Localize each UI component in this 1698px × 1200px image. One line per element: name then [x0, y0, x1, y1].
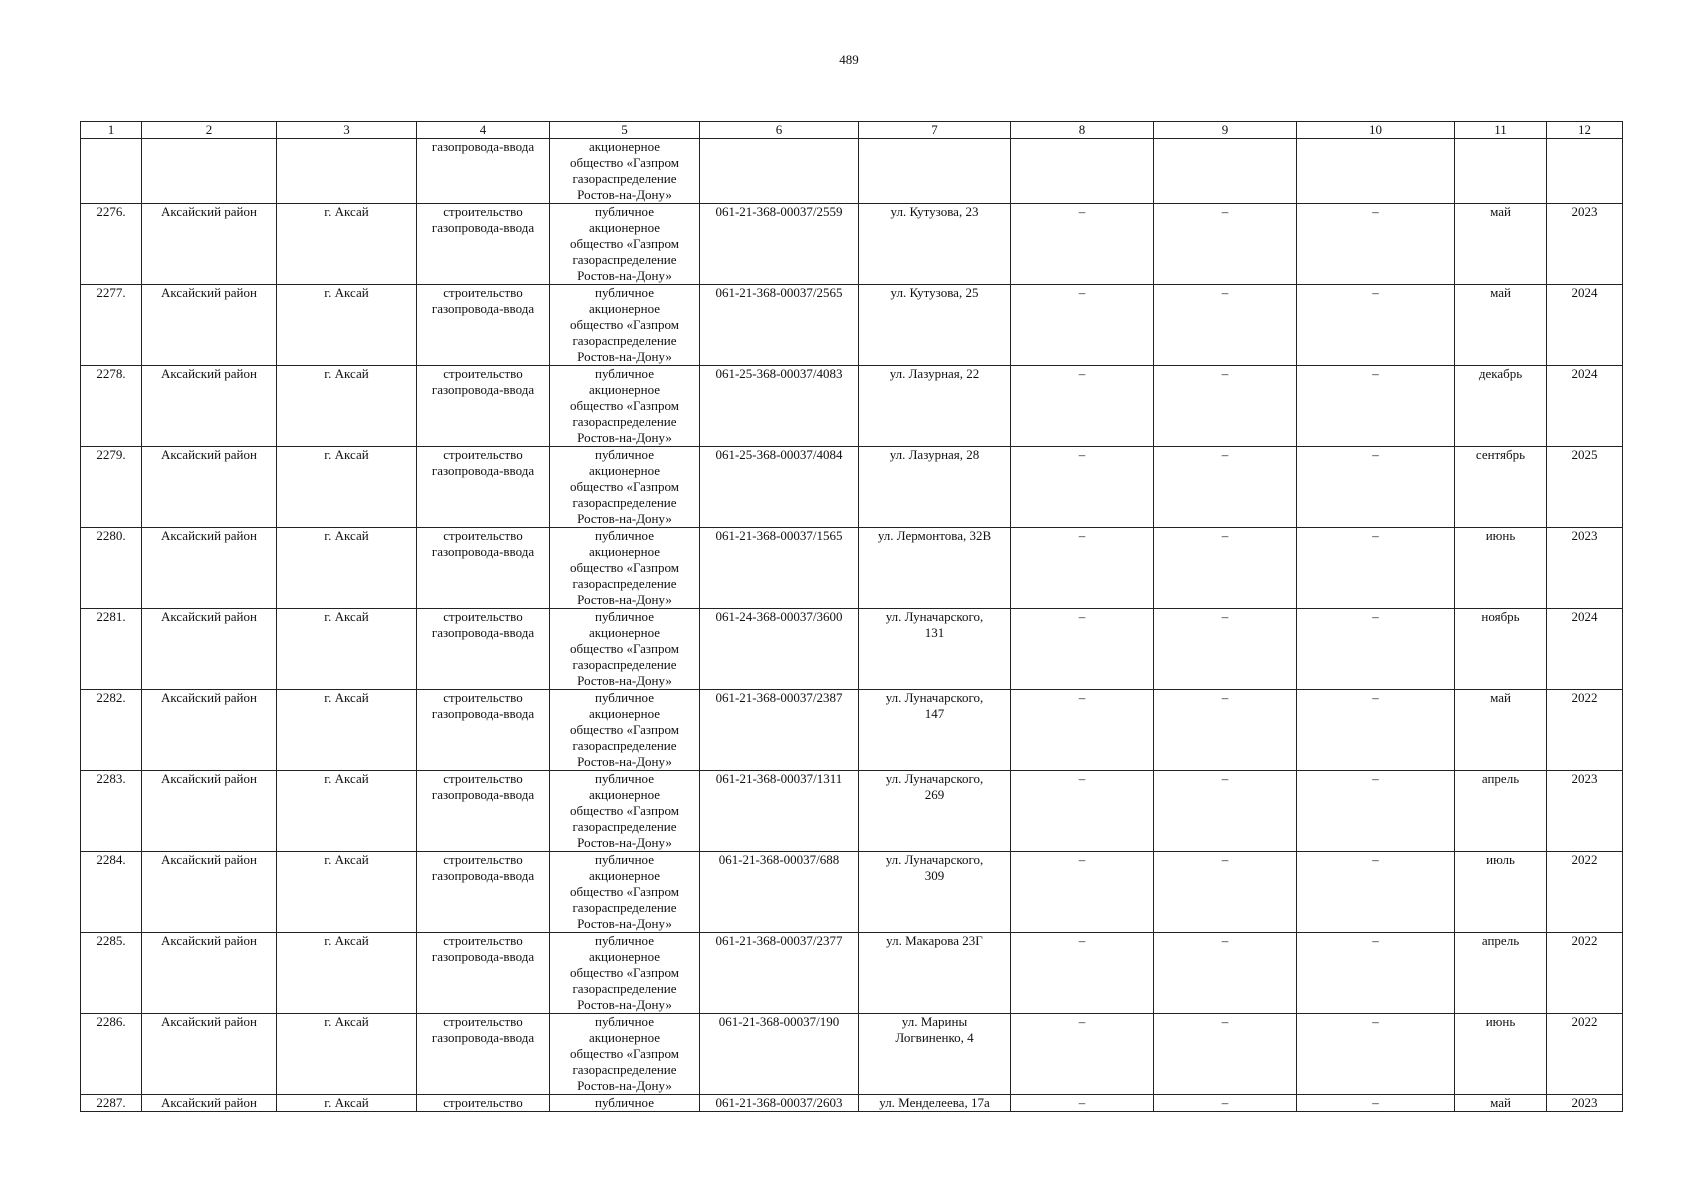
column-10-cell: –	[1297, 366, 1455, 447]
address-cell	[859, 139, 1011, 204]
district-cell: Аксайский район	[142, 447, 277, 528]
table-row	[81, 1014, 1623, 1095]
registry-code-cell: 061-21-368-00037/1565	[700, 528, 859, 609]
column-10-cell: –	[1297, 204, 1455, 285]
column-10-cell: –	[1297, 447, 1455, 528]
row-number-cell: 2280.	[81, 528, 142, 609]
district-cell: Аксайский район	[142, 609, 277, 690]
column-9-cell: –	[1154, 285, 1297, 366]
district-cell: Аксайский район	[142, 528, 277, 609]
district-cell: Аксайский район	[142, 933, 277, 1014]
column-9-cell: –	[1154, 690, 1297, 771]
column-header: 9	[1154, 122, 1297, 139]
district-cell: Аксайский район	[142, 204, 277, 285]
column-9-cell: –	[1154, 609, 1297, 690]
column-8-cell: –	[1011, 366, 1154, 447]
address-cell: ул. Луначарского, 131	[859, 609, 1011, 690]
city-cell: г. Аксай	[277, 852, 417, 933]
organization-cell: акционерное общество «Газпром газораспределение Ростов-на-Дону»	[550, 139, 700, 204]
district-cell	[142, 139, 277, 204]
city-cell: г. Аксай	[277, 204, 417, 285]
row-number-cell: 2286.	[81, 1014, 142, 1095]
table-row	[81, 447, 1623, 528]
registry-code-cell: 061-25-368-00037/4084	[700, 447, 859, 528]
year-cell: 2023	[1547, 204, 1623, 285]
table-row	[81, 609, 1623, 690]
organization-cell: публичное	[550, 1095, 700, 1112]
month-cell: апрель	[1455, 771, 1547, 852]
column-8-cell: –	[1011, 771, 1154, 852]
column-header: 6	[700, 122, 859, 139]
column-9-cell: –	[1154, 447, 1297, 528]
year-cell: 2024	[1547, 609, 1623, 690]
district-cell: Аксайский район	[142, 1014, 277, 1095]
column-header: 8	[1011, 122, 1154, 139]
work-type-cell: строительство газопровода-ввода	[417, 285, 550, 366]
column-header: 12	[1547, 122, 1623, 139]
register-table	[80, 121, 1623, 1112]
year-cell: 2024	[1547, 285, 1623, 366]
city-cell: г. Аксай	[277, 933, 417, 1014]
address-cell: ул. Луначарского, 269	[859, 771, 1011, 852]
column-8-cell	[1011, 139, 1154, 204]
row-number-cell	[81, 139, 142, 204]
column-10-cell: –	[1297, 690, 1455, 771]
year-cell: 2022	[1547, 1014, 1623, 1095]
column-9-cell	[1154, 139, 1297, 204]
month-cell: май	[1455, 204, 1547, 285]
column-header: 4	[417, 122, 550, 139]
row-number-cell: 2279.	[81, 447, 142, 528]
address-cell: ул. Менделеева, 17а	[859, 1095, 1011, 1112]
registry-code-cell: 061-21-368-00037/2565	[700, 285, 859, 366]
month-cell: сентябрь	[1455, 447, 1547, 528]
work-type-cell: строительство	[417, 1095, 550, 1112]
table-row	[81, 139, 1623, 204]
month-cell: май	[1455, 690, 1547, 771]
column-header: 1	[81, 122, 142, 139]
registry-code-cell: 061-21-368-00037/2377	[700, 933, 859, 1014]
month-cell: апрель	[1455, 933, 1547, 1014]
organization-cell: публичное акционерное общество «Газпром газораспределение Ростов-на-Дону»	[550, 204, 700, 285]
district-cell: Аксайский район	[142, 285, 277, 366]
column-8-cell: –	[1011, 285, 1154, 366]
city-cell: г. Аксай	[277, 1095, 417, 1112]
table-row	[81, 285, 1623, 366]
address-cell: ул. Марины Логвиненко, 4	[859, 1014, 1011, 1095]
row-number-cell: 2285.	[81, 933, 142, 1014]
year-cell: 2022	[1547, 852, 1623, 933]
month-cell	[1455, 139, 1547, 204]
row-number-cell: 2276.	[81, 204, 142, 285]
city-cell	[277, 139, 417, 204]
city-cell: г. Аксай	[277, 771, 417, 852]
table-row	[81, 204, 1623, 285]
register-body	[81, 139, 1623, 1112]
registry-code-cell: 061-21-368-00037/1311	[700, 771, 859, 852]
work-type-cell: строительство газопровода-ввода	[417, 204, 550, 285]
year-cell: 2022	[1547, 690, 1623, 771]
work-type-cell: газопровода-ввода	[417, 139, 550, 204]
column-10-cell: –	[1297, 933, 1455, 1014]
row-number-cell: 2282.	[81, 690, 142, 771]
column-9-cell: –	[1154, 1014, 1297, 1095]
year-cell: 2023	[1547, 1095, 1623, 1112]
column-10-cell: –	[1297, 609, 1455, 690]
row-number-cell: 2283.	[81, 771, 142, 852]
month-cell: май	[1455, 285, 1547, 366]
city-cell: г. Аксай	[277, 690, 417, 771]
registry-code-cell: 061-24-368-00037/3600	[700, 609, 859, 690]
work-type-cell: строительство газопровода-ввода	[417, 852, 550, 933]
column-8-cell: –	[1011, 609, 1154, 690]
column-8-cell: –	[1011, 447, 1154, 528]
city-cell: г. Аксай	[277, 447, 417, 528]
column-8-cell: –	[1011, 1014, 1154, 1095]
district-cell: Аксайский район	[142, 771, 277, 852]
page-number: 489	[839, 52, 859, 67]
column-9-cell: –	[1154, 528, 1297, 609]
registry-code-cell: 061-21-368-00037/190	[700, 1014, 859, 1095]
row-number-cell: 2284.	[81, 852, 142, 933]
column-header: 2	[142, 122, 277, 139]
column-8-cell: –	[1011, 204, 1154, 285]
district-cell: Аксайский район	[142, 1095, 277, 1112]
year-cell: 2024	[1547, 366, 1623, 447]
address-cell: ул. Лазурная, 22	[859, 366, 1011, 447]
table-row	[81, 771, 1623, 852]
work-type-cell: строительство газопровода-ввода	[417, 933, 550, 1014]
column-8-cell: –	[1011, 1095, 1154, 1112]
address-cell: ул. Кутузова, 23	[859, 204, 1011, 285]
work-type-cell: строительство газопровода-ввода	[417, 447, 550, 528]
work-type-cell: строительство газопровода-ввода	[417, 528, 550, 609]
column-header: 11	[1455, 122, 1547, 139]
address-cell: ул. Луначарского, 309	[859, 852, 1011, 933]
table-row	[81, 366, 1623, 447]
month-cell: июль	[1455, 852, 1547, 933]
registry-code-cell: 061-21-368-00037/2387	[700, 690, 859, 771]
table-row	[81, 528, 1623, 609]
column-9-cell: –	[1154, 852, 1297, 933]
table-row	[81, 690, 1623, 771]
column-8-cell: –	[1011, 852, 1154, 933]
address-cell: ул. Кутузова, 25	[859, 285, 1011, 366]
row-number-cell: 2278.	[81, 366, 142, 447]
organization-cell: публичное акционерное общество «Газпром газораспределение Ростов-на-Дону»	[550, 447, 700, 528]
organization-cell: публичное акционерное общество «Газпром газораспределение Ростов-на-Дону»	[550, 771, 700, 852]
month-cell: ноябрь	[1455, 609, 1547, 690]
registry-code-cell: 061-25-368-00037/4083	[700, 366, 859, 447]
column-10-cell: –	[1297, 1014, 1455, 1095]
registry-code-cell: 061-21-368-00037/688	[700, 852, 859, 933]
column-9-cell: –	[1154, 366, 1297, 447]
district-cell: Аксайский район	[142, 366, 277, 447]
table-row	[81, 852, 1623, 933]
city-cell: г. Аксай	[277, 1014, 417, 1095]
column-number-row	[81, 122, 1623, 139]
address-cell: ул. Макарова 23Г	[859, 933, 1011, 1014]
organization-cell: публичное акционерное общество «Газпром газораспределение Ростов-на-Дону»	[550, 285, 700, 366]
column-header: 3	[277, 122, 417, 139]
year-cell	[1547, 139, 1623, 204]
row-number-cell: 2281.	[81, 609, 142, 690]
column-10-cell	[1297, 139, 1455, 204]
month-cell: июнь	[1455, 528, 1547, 609]
month-cell: май	[1455, 1095, 1547, 1112]
address-cell: ул. Лазурная, 28	[859, 447, 1011, 528]
organization-cell: публичное акционерное общество «Газпром газораспределение Ростов-на-Дону»	[550, 609, 700, 690]
month-cell: июнь	[1455, 1014, 1547, 1095]
column-10-cell: –	[1297, 771, 1455, 852]
organization-cell: публичное акционерное общество «Газпром газораспределение Ростов-на-Дону»	[550, 1014, 700, 1095]
column-header: 5	[550, 122, 700, 139]
table-row	[81, 933, 1623, 1014]
registry-code-cell: 061-21-368-00037/2603	[700, 1095, 859, 1112]
organization-cell: публичное акционерное общество «Газпром газораспределение Ростов-на-Дону»	[550, 528, 700, 609]
organization-cell: публичное акционерное общество «Газпром газораспределение Ростов-на-Дону»	[550, 366, 700, 447]
column-10-cell: –	[1297, 285, 1455, 366]
city-cell: г. Аксай	[277, 285, 417, 366]
registry-code-cell	[700, 139, 859, 204]
city-cell: г. Аксай	[277, 528, 417, 609]
organization-cell: публичное акционерное общество «Газпром газораспределение Ростов-на-Дону»	[550, 933, 700, 1014]
organization-cell: публичное акционерное общество «Газпром газораспределение Ростов-на-Дону»	[550, 690, 700, 771]
column-10-cell: –	[1297, 528, 1455, 609]
work-type-cell: строительство газопровода-ввода	[417, 1014, 550, 1095]
column-9-cell: –	[1154, 204, 1297, 285]
year-cell: 2022	[1547, 933, 1623, 1014]
column-header: 7	[859, 122, 1011, 139]
column-header: 10	[1297, 122, 1455, 139]
year-cell: 2025	[1547, 447, 1623, 528]
district-cell: Аксайский район	[142, 690, 277, 771]
work-type-cell: строительство газопровода-ввода	[417, 366, 550, 447]
column-10-cell: –	[1297, 852, 1455, 933]
work-type-cell: строительство газопровода-ввода	[417, 690, 550, 771]
address-cell: ул. Луначарского, 147	[859, 690, 1011, 771]
column-8-cell: –	[1011, 933, 1154, 1014]
year-cell: 2023	[1547, 528, 1623, 609]
column-9-cell: –	[1154, 1095, 1297, 1112]
row-number-cell: 2277.	[81, 285, 142, 366]
work-type-cell: строительство газопровода-ввода	[417, 771, 550, 852]
work-type-cell: строительство газопровода-ввода	[417, 609, 550, 690]
column-9-cell: –	[1154, 933, 1297, 1014]
column-8-cell: –	[1011, 690, 1154, 771]
organization-cell: публичное акционерное общество «Газпром газораспределение Ростов-на-Дону»	[550, 852, 700, 933]
address-cell: ул. Лермонтова, 32В	[859, 528, 1011, 609]
registry-code-cell: 061-21-368-00037/2559	[700, 204, 859, 285]
column-10-cell: –	[1297, 1095, 1455, 1112]
year-cell: 2023	[1547, 771, 1623, 852]
table-row	[81, 1095, 1623, 1112]
city-cell: г. Аксай	[277, 366, 417, 447]
district-cell: Аксайский район	[142, 852, 277, 933]
city-cell: г. Аксай	[277, 609, 417, 690]
column-8-cell: –	[1011, 528, 1154, 609]
column-9-cell: –	[1154, 771, 1297, 852]
month-cell: декабрь	[1455, 366, 1547, 447]
row-number-cell: 2287.	[81, 1095, 142, 1112]
